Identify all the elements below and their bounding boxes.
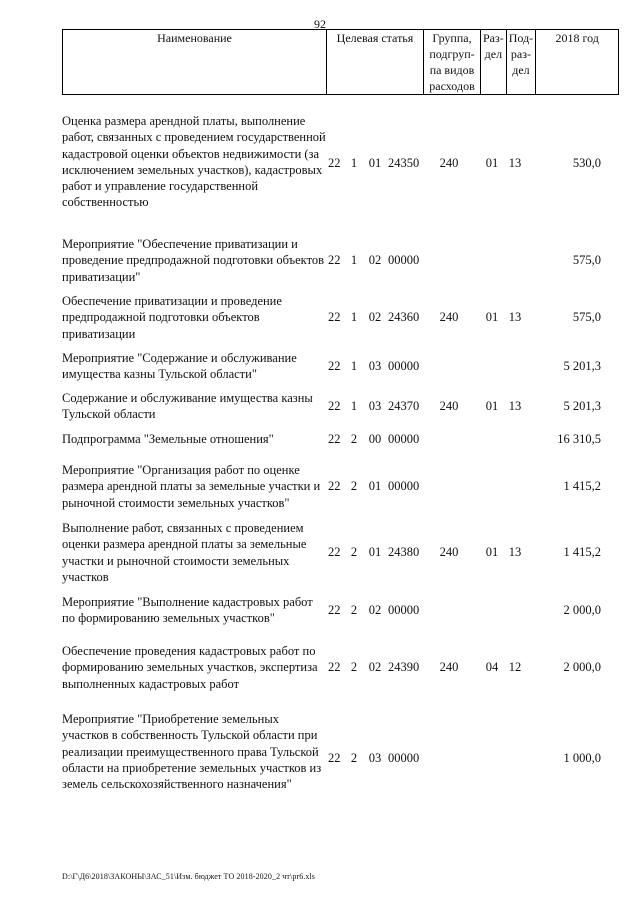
header-name: Наименование [63,30,327,95]
row-name: Обеспечение проведения кадастровых работ по формированию земельных участков, экспертиза выполненных кадастровых работ [62,644,318,691]
row-name: Мероприятие "Содержание и обслуживание имущества казны Тульской области" [62,351,297,382]
group-value: 240 [439,156,459,170]
row-name: Содержание и обслуживание имущества казны Тульской области [62,391,313,422]
target-part-3: 01 [368,156,382,170]
target-part-2: 1 [350,253,358,267]
header-year: 2018 год [536,30,619,95]
target-part-2: 2 [350,479,358,493]
header-section: Раз- дел [481,30,507,95]
target-part-3: 02 [368,310,382,324]
amount-value: 2 000,0 [563,603,601,617]
table-row [62,113,612,213]
header-group: Группа, подгруп- па видов расходов [424,30,481,95]
row-name: Выполнение работ, связанных с проведением оценки размера арендной платы за земельные участки и рыночной стоимости земельных участков [62,521,307,584]
target-part-1: 22 [328,156,341,170]
target-part-3: 01 [368,545,382,559]
table-row [62,390,612,424]
amount-value: 5 201,3 [563,399,601,413]
table-row [62,350,612,384]
amount-value: 1 000,0 [563,751,601,765]
target-part-4: 00000 [388,479,420,493]
target-part-4: 00000 [388,603,420,617]
target-part-4: 24380 [388,545,420,559]
table-row [62,236,612,288]
amount-value: 5 201,3 [563,359,601,373]
table-row [62,520,612,588]
target-part-1: 22 [328,603,341,617]
row-name: Мероприятие "Приобретение земельных участков в собственность Тульской области при реализации преимущественного права Тульской области на приобретение земельных участков из земель сельскохозяйственного назначения" [62,712,322,792]
amount-value: 1 415,2 [563,479,601,493]
target-part-3: 03 [368,359,382,373]
target-part-1: 22 [328,432,341,446]
subsection-value: 12 [508,660,522,674]
target-part-4: 24370 [388,399,420,413]
target-part-3: 02 [368,253,382,267]
amount-value: 575,0 [572,310,601,324]
target-part-4: 00000 [388,751,420,765]
section-value: 01 [485,545,499,559]
table-row [62,711,612,811]
section-value: 01 [485,310,499,324]
target-part-3: 01 [368,479,382,493]
row-name: Мероприятие "Организация работ по оценке размера арендной платы за земельные участки и рыночной стоимости земельных участков" [62,463,321,510]
amount-value: 575,0 [572,253,601,267]
table-row [62,462,612,514]
target-part-2: 1 [350,359,358,373]
amount-value: 530,0 [572,156,601,170]
subsection-value: 13 [508,399,522,413]
header-target: Целевая статья [327,30,424,95]
target-part-1: 22 [328,660,341,674]
table-header [62,29,619,95]
target-part-4: 00000 [388,432,420,446]
target-part-2: 2 [350,660,358,674]
subsection-value: 13 [508,545,522,559]
target-part-4: 24360 [388,310,420,324]
target-part-4: 00000 [388,253,420,267]
subsection-value: 13 [508,156,522,170]
target-part-1: 22 [328,310,341,324]
target-part-4: 24390 [388,660,420,674]
row-name: Обеспечение приватизации и проведение предпродажной подготовки объектов приватизации [62,294,282,341]
section-value: 01 [485,399,499,413]
target-part-4: 00000 [388,359,420,373]
header-subsection: Под- раз- дел [506,30,535,95]
table-row [62,431,612,449]
target-part-1: 22 [328,751,341,765]
row-name: Мероприятие "Выполнение кадастровых работ по формированию земельных участков" [62,595,313,626]
target-part-2: 2 [350,603,358,617]
target-part-2: 1 [350,156,358,170]
table-row [62,293,612,345]
target-part-2: 2 [350,432,358,446]
target-part-2: 1 [350,399,358,413]
row-name: Мероприятие "Обеспечение приватизации и проведение предпродажной подготовки объектов приватизации" [62,237,325,284]
row-name: Подпрограмма "Земельные отношения" [62,432,274,446]
target-part-1: 22 [328,399,341,413]
target-part-1: 22 [328,545,341,559]
amount-value: 16 310,5 [557,432,601,446]
table-row [62,594,612,628]
amount-value: 2 000,0 [563,660,601,674]
target-part-1: 22 [328,253,341,267]
target-part-3: 02 [368,660,382,674]
target-part-2: 2 [350,545,358,559]
target-part-3: 03 [368,751,382,765]
file-path-footer: D:\Г\Д6\2018\ЗАКОНЫ\ЗАС_51\Изм. бюджет ТО 2018-2020_2 чт\pr6.xls [62,872,316,881]
target-part-3: 02 [368,603,382,617]
target-part-1: 22 [328,479,341,493]
amount-value: 1 415,2 [563,545,601,559]
group-value: 240 [439,399,459,413]
target-part-3: 03 [368,399,382,413]
target-part-3: 00 [368,432,382,446]
target-part-2: 1 [350,310,358,324]
group-value: 240 [439,310,459,324]
subsection-value: 13 [508,310,522,324]
target-part-1: 22 [328,359,341,373]
group-value: 240 [439,660,459,674]
row-name: Оценка размера арендной платы, выполнение работ, связанных с проведением государственной кадастровой оценки объектов недвижимости (за исключением земельных участков), кадастровых работ и управление государственной собственностью [62,114,326,210]
page-number: 92 [314,17,326,31]
group-value: 240 [439,545,459,559]
section-value: 04 [485,660,499,674]
section-value: 01 [485,156,499,170]
target-part-4: 24350 [388,156,420,170]
table-row [62,643,612,695]
target-part-2: 2 [350,751,358,765]
